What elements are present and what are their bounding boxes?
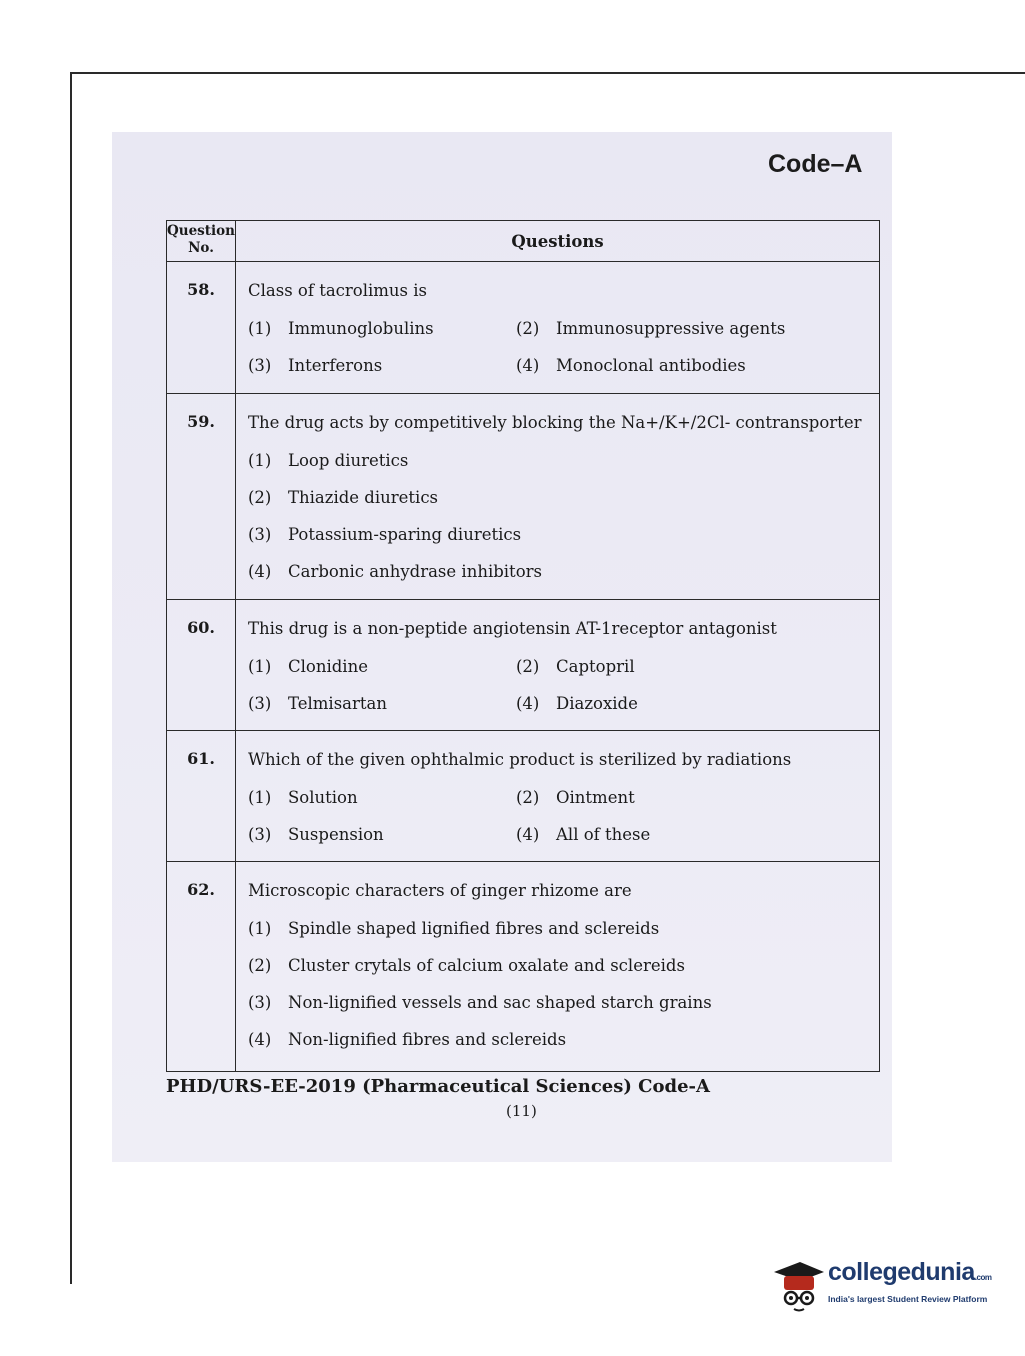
table-row [167,731,880,862]
question-table [166,220,880,1072]
option: (4) Diazoxide [516,694,638,713]
option: (3) Potassium-sparing diuretics [248,525,522,544]
option: (3) Telmisartan [248,694,387,713]
question-stem: Class of tacrolimus is [248,281,428,300]
question-cell [236,600,880,731]
option: (1) Loop diuretics [248,451,409,470]
question-number: 62. [167,862,236,1072]
option: (2) Immunosuppressive agents [516,319,786,338]
question-number: 59. [167,394,236,600]
logo-suffix: .com [974,1273,992,1282]
code-header: Code–A [768,150,863,178]
option: (2) Ointment [516,788,635,807]
table-row [167,862,880,1072]
graduate-mascot-icon [770,1254,826,1314]
question-number: 60. [167,600,236,731]
question-cell [236,731,880,862]
option: (2) Cluster crytals of calcium oxalate and sclereids [248,956,685,975]
logo-wordmark: collegedunia.com [828,1258,992,1286]
option: (4) Non-lignified fibres and sclereids [248,1030,567,1049]
option: (1) Solution [248,788,358,807]
question-cell [236,862,880,1072]
question-cell [236,262,880,394]
question-stem: Which of the given ophthalmic product is sterilized by radiations [248,750,792,769]
option: (2) Thiazide diuretics [248,488,439,507]
option: (4) All of these [516,825,651,844]
option: (1) Spindle shaped lignified fibres and sclereids [248,919,660,938]
page-number: (11) [506,1102,537,1120]
question-stem: This drug is a non-peptide angiotensin AT-1receptor antagonist [248,619,777,638]
option: (1) Immunoglobulins [248,319,434,338]
question-number: 58. [167,262,236,394]
question-number: 61. [167,731,236,862]
collegedunia-logo [770,1254,1000,1314]
option: (3) Interferons [248,356,383,375]
footer-code: PHD/URS-EE-2019 (Pharmaceutical Sciences) Code-A [166,1076,710,1097]
logo-tagline: India's largest Student Review Platform [828,1294,988,1304]
header-questions: Questions [236,221,880,262]
question-cell [236,394,880,600]
option: (3) Suspension [248,825,384,844]
table-row [167,394,880,600]
option: (4) Monoclonal antibodies [516,356,746,375]
table-row [167,600,880,731]
question-stem: Microscopic characters of ginger rhizome are [248,881,632,900]
option: (4) Carbonic anhydrase inhibitors [248,562,542,581]
table-header-row [167,221,880,262]
option: (1) Clonidine [248,657,368,676]
question-stem: The drug acts by competitively blocking the Na+/K+/2Cl- contransporter [248,413,862,432]
header-question-no: Question No. [167,221,236,262]
option: (2) Captopril [516,657,635,676]
table-row [167,262,880,394]
option: (3) Non-lignified vessels and sac shaped starch grains [248,993,712,1012]
